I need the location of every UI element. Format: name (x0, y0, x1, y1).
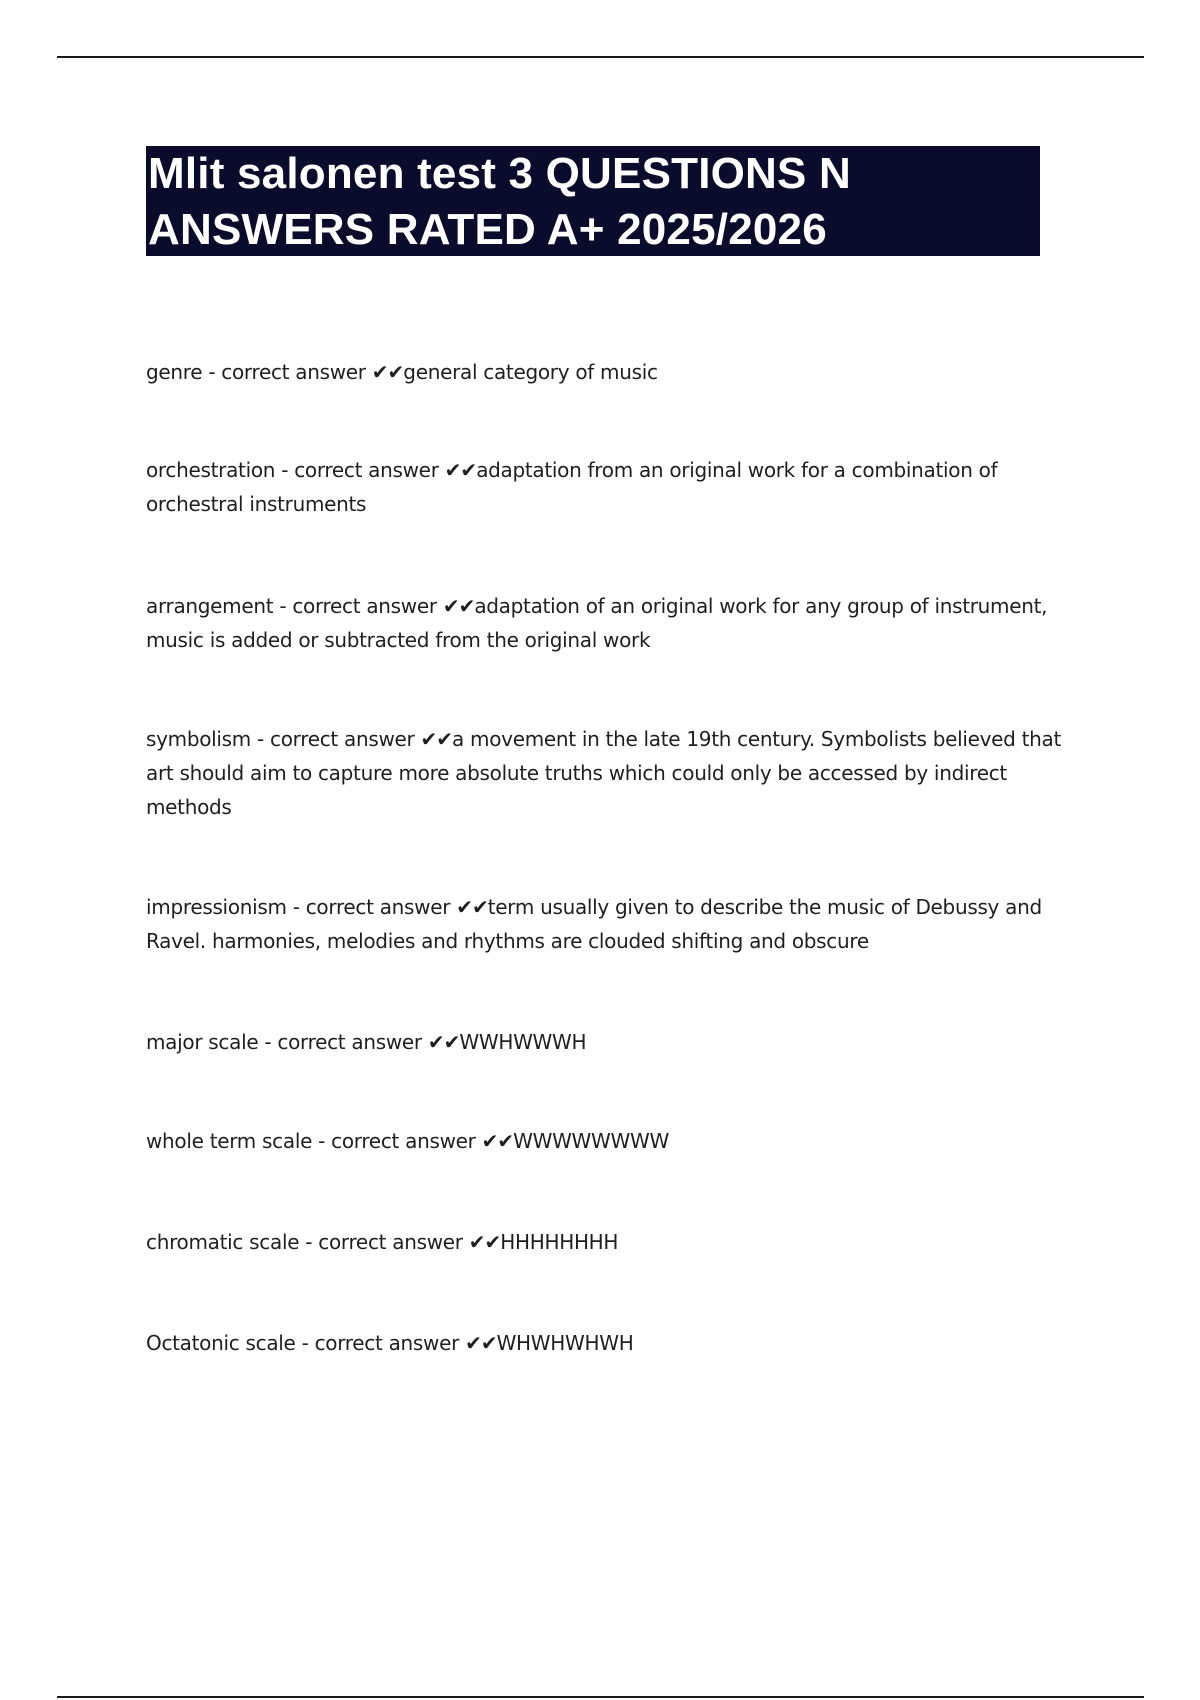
document-title: Mlit salonen test 3 QUESTIONS N ANSWERS RATED A+ 2025/2026 (148, 149, 851, 254)
qa-answer: term usually given to describe the music of Debussy and Ravel. harmonies, melodies and rhythms are clouded shifting and obscure (146, 895, 1042, 953)
qa-term: arrangement (146, 594, 274, 618)
qa-item (146, 355, 1076, 389)
check-icon: ✔✔ (456, 895, 488, 919)
check-icon: ✔✔ (427, 1030, 460, 1054)
qa-item (146, 1025, 1076, 1059)
qa-separator: - correct answer (286, 895, 457, 919)
qa-item (146, 1326, 1076, 1360)
qa-item (146, 1124, 1076, 1158)
qa-term: Octatonic scale (146, 1331, 296, 1355)
qa-item (146, 453, 1076, 521)
qa-item (146, 890, 1076, 958)
qa-separator: - correct answer (273, 594, 443, 618)
qa-answer: general category of music (403, 360, 658, 384)
footer-rule (57, 1696, 1144, 1698)
check-icon: ✔✔ (481, 1129, 514, 1153)
qa-separator: - correct answer (251, 727, 421, 751)
qa-term: genre (146, 360, 203, 384)
qa-answer: HHHHHHHH (500, 1230, 619, 1254)
qa-answer: WHWHWHWH (496, 1331, 634, 1355)
qa-item (146, 722, 1076, 824)
qa-separator: - correct answer (275, 458, 445, 482)
qa-answer: WWWWWWWW (513, 1129, 669, 1153)
qa-item (146, 589, 1076, 657)
qa-term: major scale (146, 1030, 259, 1054)
qa-separator: - correct answer (202, 360, 372, 384)
qa-separator: - correct answer (312, 1129, 482, 1153)
qa-item (146, 1225, 1076, 1259)
qa-answer: adaptation from an original work for a combination of orchestral instruments (146, 458, 998, 516)
qa-term: impressionism (146, 895, 287, 919)
qa-separator: - correct answer (299, 1230, 469, 1254)
check-icon: ✔✔ (371, 360, 404, 384)
qa-term: symbolism (146, 727, 251, 751)
qa-term: orchestration (146, 458, 276, 482)
qa-separator: - correct answer (295, 1331, 466, 1355)
qa-separator: - correct answer (258, 1030, 428, 1054)
qa-term: whole term scale (146, 1129, 313, 1153)
check-icon: ✔✔ (442, 594, 475, 618)
check-icon: ✔✔ (465, 1331, 497, 1355)
title-banner (146, 146, 1040, 256)
qa-answer: WWHWWWH (459, 1030, 587, 1054)
check-icon: ✔✔ (444, 458, 477, 482)
qa-term: chromatic scale (146, 1230, 300, 1254)
check-icon: ✔✔ (420, 727, 453, 751)
check-icon: ✔✔ (468, 1230, 501, 1254)
qa-answer: adaptation of an original work for any group of instrument, music is added or subtracted from the original work (146, 594, 1048, 652)
header-rule (57, 56, 1144, 58)
qa-answer: a movement in the late 19th century. Symbolists believed that art should aim to capture more absolute truths which could only be accessed by indirect methods (146, 727, 1062, 819)
